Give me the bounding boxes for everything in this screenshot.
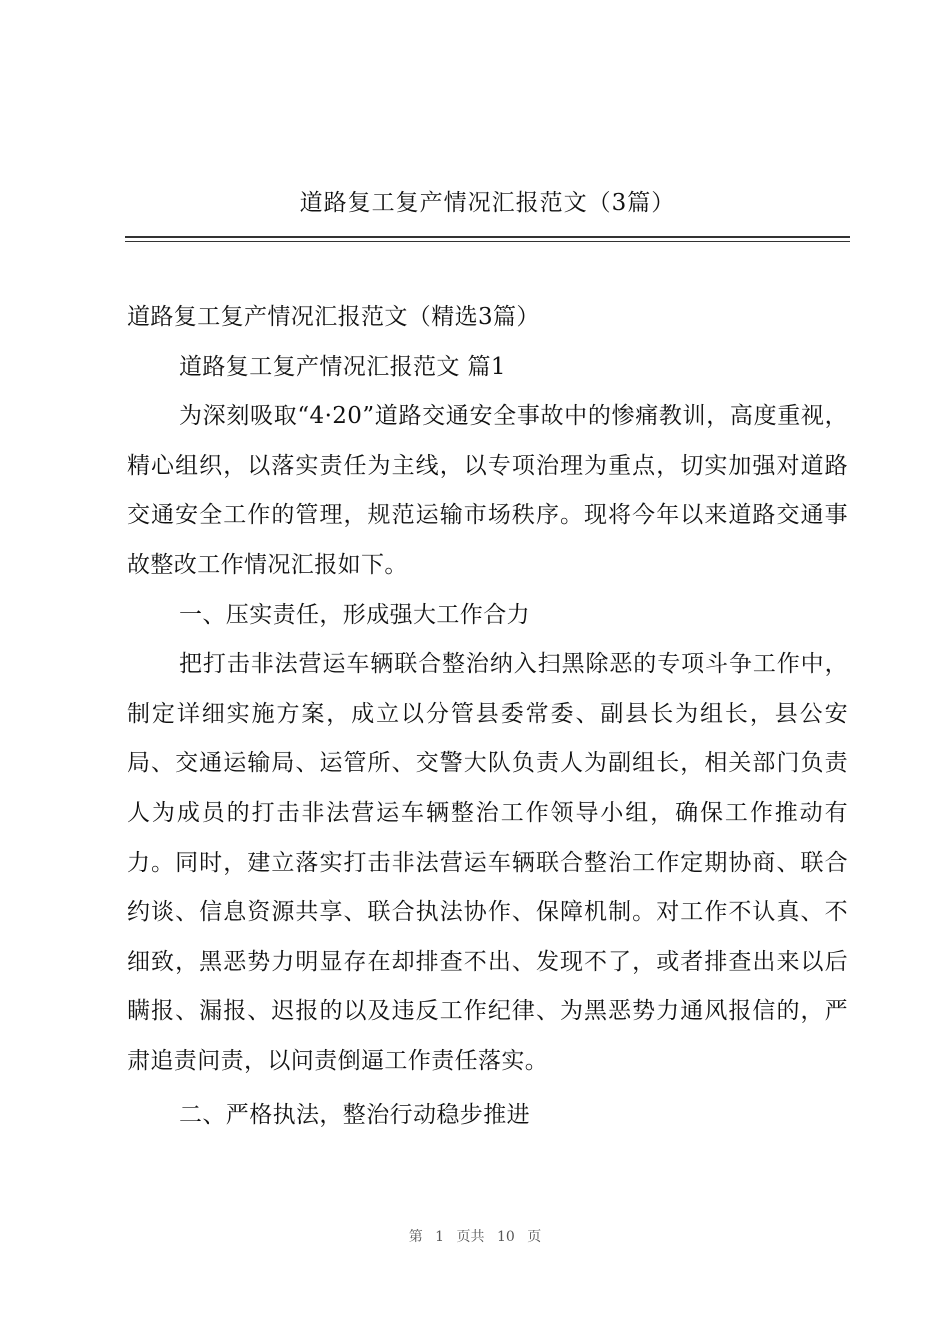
paragraph-responsibility: 把打击非法营运车辆联合整治纳入扫黑除恶的专项斗争工作中，制定详细实施方案，成立以分管县委常委、副县长为组长，县公安局、交通运输局、运管所、交警大队负责人为副组长，相关部门负责人为成员的打击非法营运车辆整治工作领导小组，确保工作推动有力。同时，建立落实打击非法营运车辆联合整治工作定期协商、联合约谈、信息资源共享、联合执法协作、保障机制。对工作不认真、不细致，黑恶势力明显存在却排查不出、发现不了，或者排查出来以后瞒报、漏报、迟报的以及违反工作纪律、为黑恶势力通风报信的，严肃追责问责，以问责倒逼工作责任落实。 — [127, 651, 848, 1074]
page-header-title: 道路复工复产情况汇报范文（3篇） — [299, 190, 676, 216]
page-footer: 第 1 页共 10 页 — [408, 1229, 542, 1245]
subheading-two: 二、严格执法，整治行动稳步推进 — [179, 1101, 530, 1128]
header-rule — [125, 236, 850, 242]
document-body — [127, 293, 848, 1140]
document-main-title: 道路复工复产情况汇报范文（精选3篇） — [127, 304, 540, 330]
subheading-one: 一、压实责任，形成强大工作合力 — [179, 601, 530, 628]
paragraph-intro: 为深刻吸取“4·20”道路交通安全事故中的惨痛教训，高度重视，精心组织，以落实责任为主线，以专项治理为重点，切实加强对道路交通安全工作的管理，规范运输市场秩序。现将今年以来道路交通事故整改工作情况汇报如下。 — [127, 403, 848, 578]
section-title: 道路复工复产情况汇报范文 篇1 — [179, 353, 506, 380]
